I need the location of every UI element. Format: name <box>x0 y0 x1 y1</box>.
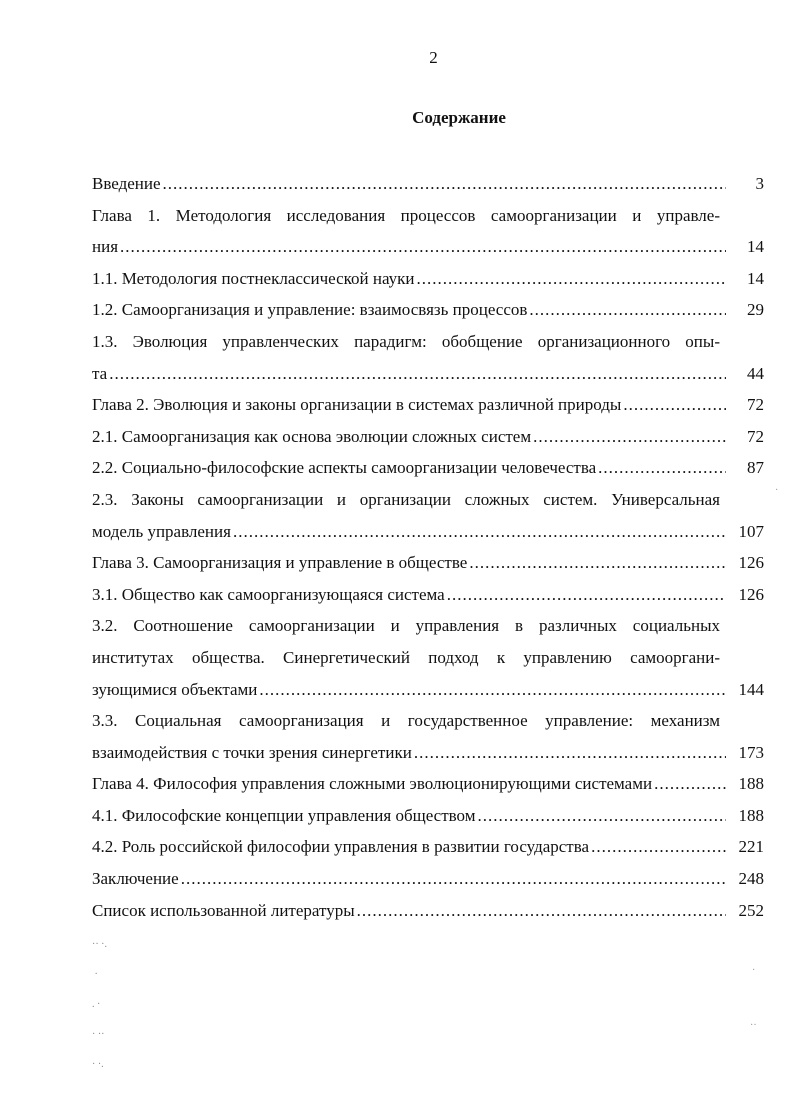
toc-entry-page: 87 <box>747 458 764 478</box>
toc-entry-text: 2.1. Самоорганизация как основа эволюции сложных систем <box>92 426 532 446</box>
toc-entry-page: 14 <box>747 237 764 257</box>
toc-entry-1-2[interactable] <box>92 294 764 326</box>
toc-entry-chapter-2[interactable] <box>92 389 764 421</box>
toc-entry-page: 248 <box>738 869 764 889</box>
toc-entry-page: 72 <box>747 395 764 415</box>
dot-leader <box>533 421 726 453</box>
toc-entry-page: 126 <box>738 553 764 573</box>
toc-entry-continuation: взаимодействия с точки зрения синергетики <box>92 742 412 762</box>
toc-entry-text: 2.2. Социально-философские аспекты самоорганизации человечества <box>92 458 597 478</box>
toc-entry-text: Глава 3. Самоорганизация и управление в обществе <box>92 553 468 573</box>
dot-leader <box>181 863 726 895</box>
toc-entry-3-1[interactable] <box>92 579 764 611</box>
toc-entry-2-1[interactable] <box>92 421 764 453</box>
toc-entry-page: 3 <box>755 174 764 193</box>
toc-entry-page: 221 <box>738 837 764 857</box>
dot-leader <box>478 800 727 832</box>
toc-entry-page: 173 <box>738 742 764 762</box>
scan-noise: ·· ·. · . · · ·· · ·. <box>92 939 107 1070</box>
toc-entry-conclusion[interactable] <box>92 863 764 895</box>
toc-entry-2-2[interactable] <box>92 452 764 484</box>
dot-leader <box>417 263 726 295</box>
toc-entry-chapter-1[interactable] <box>92 200 720 232</box>
toc-entry-page: 72 <box>747 426 764 446</box>
toc-entry-introduction[interactable] <box>92 168 764 200</box>
toc-title: Содержание <box>412 108 506 127</box>
dot-leader <box>120 231 726 263</box>
toc-entry-text: 3.2. Соотношение самоорганизации и управления в различных социальных <box>92 616 720 636</box>
dot-leader <box>414 737 726 769</box>
toc-entry-3-3-cont[interactable] <box>92 737 764 769</box>
toc-entry-text: 1.1. Методология постнеклассической науки <box>92 268 415 288</box>
toc-entry-text-line2: институтах общества. Синергетический подход к управлению самооргани- <box>92 647 720 667</box>
toc-entry-text: Заключение <box>92 869 179 889</box>
toc-entry-text: Список использованной литературы <box>92 900 355 920</box>
dot-leader <box>109 358 726 390</box>
toc-entry-chapter-4[interactable] <box>92 768 764 800</box>
dot-leader <box>654 768 726 800</box>
toc-entry-continuation: зующимися объектами <box>92 679 258 699</box>
toc-entry-page: 14 <box>747 268 764 288</box>
toc-entry-page: 126 <box>738 584 764 604</box>
toc-entry-3-2-cont[interactable] <box>92 674 764 706</box>
toc-entry-text: 1.3. Эволюция управленческих парадигм: обобщение организационного опы- <box>92 331 720 351</box>
toc-entry-2-3[interactable] <box>92 484 720 516</box>
toc-entry-3-3[interactable] <box>92 705 720 737</box>
dot-leader <box>259 674 726 706</box>
toc-entry-1-3[interactable] <box>92 326 720 358</box>
toc-entry-page: 252 <box>738 900 764 920</box>
table-of-contents <box>92 168 764 926</box>
toc-entry-page: 144 <box>738 679 764 699</box>
toc-entry-3-2[interactable] <box>92 610 720 642</box>
scan-noise-dot: · <box>752 965 756 976</box>
dot-leader <box>357 895 726 927</box>
toc-entry-text: 3.3. Социальная самоорганизация и государственное управление: механизм <box>92 711 720 731</box>
toc-entry-page: 44 <box>747 363 764 383</box>
toc-entry-text: Глава 1. Методология исследования процессов самоорганизации и управле- <box>92 205 720 225</box>
dot-leader <box>469 547 726 579</box>
toc-entry-1-3-cont[interactable] <box>92 358 764 390</box>
dot-leader <box>163 168 726 200</box>
dot-leader <box>591 831 726 863</box>
toc-entry-text: 1.2. Самоорганизация и управление: взаимосвязь процессов <box>92 300 528 320</box>
dot-leader <box>447 579 726 611</box>
scan-noise-dot: · <box>775 485 779 496</box>
toc-entry-bibliography[interactable] <box>92 895 764 927</box>
dot-leader <box>529 294 726 326</box>
toc-entry-page: 107 <box>738 521 764 541</box>
toc-entry-3-2-line2[interactable] <box>92 642 720 674</box>
scan-noise-dot: ·· <box>750 1020 757 1031</box>
toc-entry-text: Глава 2. Эволюция и законы организации в системах различной природы <box>92 395 622 415</box>
dot-leader <box>598 452 726 484</box>
toc-entry-4-2[interactable] <box>92 831 764 863</box>
toc-entry-chapter-3[interactable] <box>92 547 764 579</box>
toc-entry-continuation: модель управления <box>92 521 231 541</box>
toc-entry-1-1[interactable] <box>92 263 764 295</box>
dot-leader <box>233 516 726 548</box>
toc-entry-2-3-cont[interactable] <box>92 516 764 548</box>
toc-entry-continuation: ния <box>92 237 119 257</box>
toc-entry-page: 188 <box>738 805 764 825</box>
toc-entry-text: 4.2. Роль российской философии управления в развитии государства <box>92 837 590 857</box>
toc-entry-page: 29 <box>747 300 764 320</box>
toc-entry-chapter-1-cont[interactable] <box>92 231 764 263</box>
toc-entry-continuation: та <box>92 363 108 383</box>
toc-entry-text: Глава 4. Философия управления сложными эволюционирующими системами <box>92 774 653 794</box>
dot-leader <box>623 389 726 421</box>
page-number: 2 <box>429 48 438 67</box>
toc-entry-4-1[interactable] <box>92 800 764 832</box>
toc-entry-page: 188 <box>738 774 764 794</box>
toc-entry-text: 4.1. Философские концепции управления обществом <box>92 805 476 825</box>
toc-entry-text: 2.3. Законы самоорганизации и организации сложных систем. Универсальная <box>92 489 720 509</box>
toc-entry-text: 3.1. Общество как самоорганизующаяся система <box>92 584 445 604</box>
toc-entry-text: Введение <box>92 174 161 193</box>
